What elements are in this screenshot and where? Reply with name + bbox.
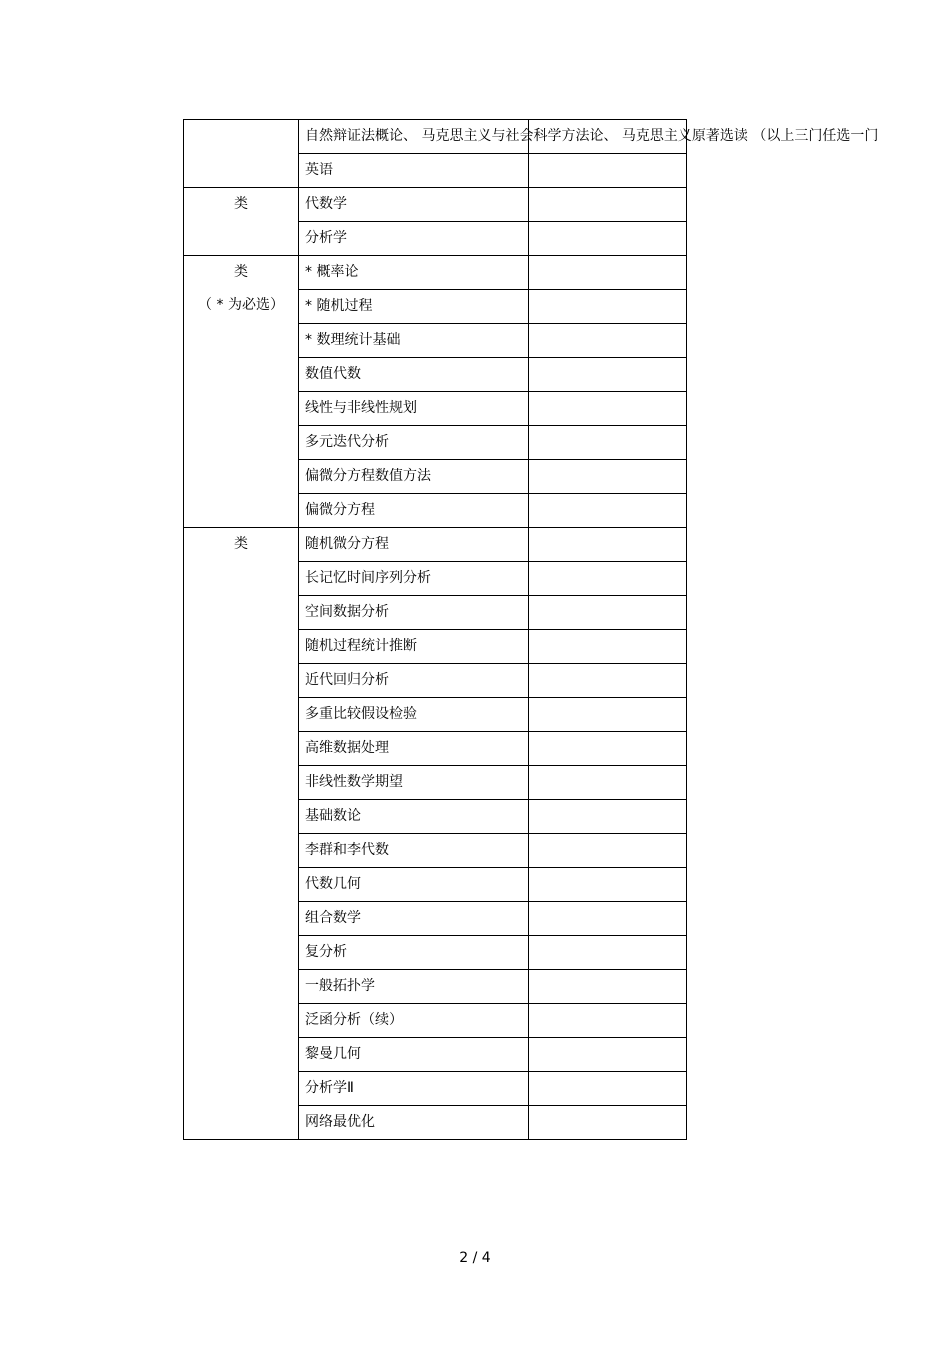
blank-cell [529, 1106, 687, 1140]
category-note: （ * 为必选） [198, 297, 284, 313]
blank-cell [529, 630, 687, 664]
blank-cell [529, 970, 687, 1004]
blank-cell [529, 596, 687, 630]
course-name: 一般拓扑学 [299, 970, 529, 1004]
blank-cell [529, 528, 687, 562]
blank-cell [529, 494, 687, 528]
course-name: 分析学Ⅱ [299, 1072, 529, 1106]
course-name: 线性与非线性规划 [299, 392, 529, 426]
category-cell [184, 188, 299, 256]
course-name: 黎曼几何 [299, 1038, 529, 1072]
course-name: 随机微分方程 [299, 528, 529, 562]
blank-cell [529, 1004, 687, 1038]
blank-cell [529, 902, 687, 936]
course-name: 随机过程统计推断 [299, 630, 529, 664]
blank-cell [529, 188, 687, 222]
course-name: 长记忆时间序列分析 [299, 562, 529, 596]
blank-cell [529, 324, 687, 358]
blank-cell [529, 562, 687, 596]
category-label: 类 [234, 264, 248, 280]
course-name: 组合数学 [299, 902, 529, 936]
course-name: * 随机过程 [299, 290, 529, 324]
course-name: 代数学 [299, 188, 529, 222]
table-row [184, 256, 687, 290]
blank-cell [529, 256, 687, 290]
course-name: 偏微分方程数值方法 [299, 460, 529, 494]
blank-cell [529, 800, 687, 834]
blank-cell [529, 766, 687, 800]
blank-cell [529, 290, 687, 324]
course-name: 复分析 [299, 936, 529, 970]
blank-cell [529, 732, 687, 766]
blank-cell [529, 392, 687, 426]
blank-cell [529, 426, 687, 460]
course-name: 自然辩证法概论、 马克思主义与社会科学方法论、 马克思主义原著选读 （以上三门任选一门 [299, 120, 529, 154]
course-name: 基础数论 [299, 800, 529, 834]
table-row [184, 528, 687, 562]
course-name: 泛函分析（续） [299, 1004, 529, 1038]
course-name: 偏微分方程 [299, 494, 529, 528]
blank-cell [529, 936, 687, 970]
blank-cell [529, 154, 687, 188]
blank-cell [529, 698, 687, 732]
course-name: 李群和李代数 [299, 834, 529, 868]
category-cell [184, 528, 299, 1140]
course-name: 代数几何 [299, 868, 529, 902]
table-row [184, 120, 687, 154]
course-name: 分析学 [299, 222, 529, 256]
blank-cell [529, 222, 687, 256]
course-name: 英语 [299, 154, 529, 188]
course-name: 多元迭代分析 [299, 426, 529, 460]
course-name: 数值代数 [299, 358, 529, 392]
blank-cell [529, 868, 687, 902]
course-name: 高维数据处理 [299, 732, 529, 766]
blank-cell [529, 834, 687, 868]
course-name: 非线性数学期望 [299, 766, 529, 800]
course-name: 网络最优化 [299, 1106, 529, 1140]
course-name: 多重比较假设检验 [299, 698, 529, 732]
category-label: 类 [234, 536, 248, 552]
course-name: * 概率论 [299, 256, 529, 290]
blank-cell [529, 1072, 687, 1106]
category-cell [184, 120, 299, 188]
blank-cell [529, 664, 687, 698]
blank-cell [529, 1038, 687, 1072]
course-table [183, 119, 879, 1140]
blank-cell [529, 460, 687, 494]
category-label: 类 [234, 196, 248, 212]
table-row [184, 188, 687, 222]
course-name: 近代回归分析 [299, 664, 529, 698]
category-cell [184, 256, 299, 528]
blank-cell [529, 358, 687, 392]
page-number: 2 / 4 [459, 1250, 491, 1266]
course-name: * 数理统计基础 [299, 324, 529, 358]
course-name: 空间数据分析 [299, 596, 529, 630]
